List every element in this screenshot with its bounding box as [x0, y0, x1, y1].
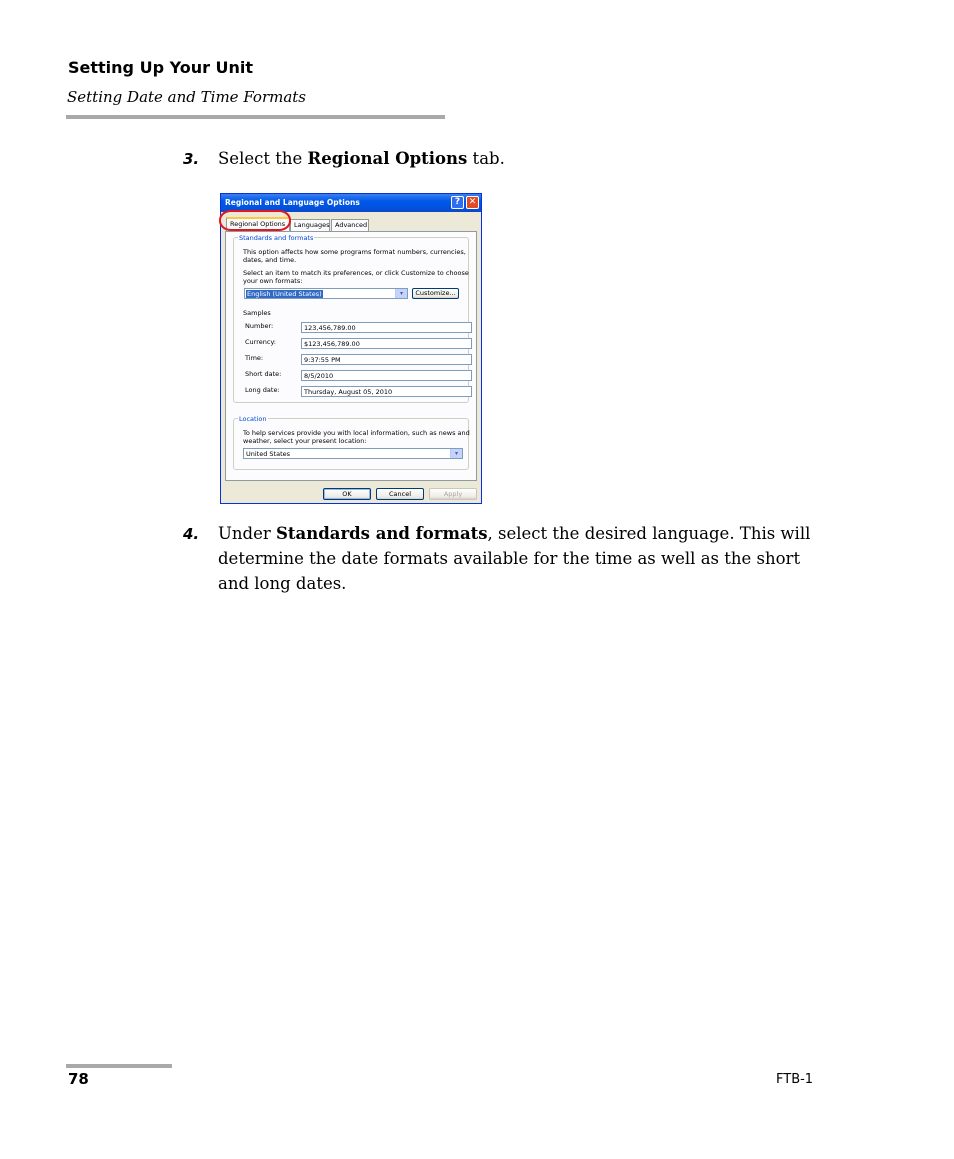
- sample-long-date-field: [301, 386, 472, 397]
- sample-long-date-value: Thursday, August 05, 2010: [304, 388, 393, 396]
- select-desc-1: Select an item to match its preferences, or click Customize to choose: [243, 269, 469, 277]
- chevron-down-icon[interactable]: ▾: [395, 289, 407, 298]
- close-icon[interactable]: ✕: [466, 196, 479, 209]
- sample-short-date-value: 8/5/2010: [304, 372, 334, 380]
- tab-regional-options[interactable]: Regional Options: [226, 217, 290, 231]
- location-group: [233, 415, 470, 470]
- sample-currency-field: [301, 338, 472, 349]
- location-desc-1: To help services provide you with local information, such as news and: [243, 429, 470, 437]
- cancel-button[interactable]: Cancel: [376, 488, 424, 500]
- standards-desc-1: This option affects how some programs format numbers, currencies,: [243, 248, 466, 256]
- regional-options-dialog: [220, 193, 482, 504]
- location-select[interactable]: [243, 448, 463, 459]
- sample-currency-value: $123,456,789.00: [304, 340, 360, 348]
- help-icon[interactable]: ?: [451, 196, 464, 209]
- product-name: FTB-1: [776, 1072, 814, 1087]
- sample-currency-label: Currency:: [245, 338, 277, 346]
- language-select[interactable]: [244, 288, 408, 299]
- step-3-prefix: Select the: [218, 149, 308, 168]
- sample-number-label: Number:: [245, 322, 274, 330]
- chevron-down-icon[interactable]: ▾: [450, 449, 462, 458]
- sample-number-value: 123,456,789.00: [304, 324, 356, 332]
- sample-time-value: 9:37:55 PM: [304, 356, 341, 364]
- section-title: Setting Up Your Unit: [68, 58, 254, 77]
- step-4-text: [218, 521, 818, 596]
- sample-number-field: [301, 322, 472, 333]
- customize-button[interactable]: Customize...: [412, 288, 459, 299]
- step-3-suffix: tab.: [467, 149, 505, 168]
- apply-button[interactable]: Apply: [429, 488, 477, 500]
- page-number: 78: [68, 1070, 89, 1088]
- header-rule: [66, 115, 445, 119]
- ok-button[interactable]: OK: [323, 488, 371, 500]
- step-3-text: [218, 146, 505, 171]
- tab-pane: [225, 231, 477, 481]
- step-4-bold: Standards and formats: [276, 524, 488, 543]
- step-3-number: 3.: [183, 150, 200, 168]
- footer-rule: [66, 1064, 172, 1068]
- dialog-title: Regional and Language Options: [225, 198, 360, 207]
- location-group-label: Location: [239, 415, 267, 423]
- samples-label: Samples: [243, 309, 271, 317]
- tab-advanced[interactable]: Advanced: [331, 219, 369, 231]
- highlight-circle: [219, 210, 291, 231]
- sample-long-date-label: Long date:: [245, 386, 280, 394]
- select-desc-2: your own formats:: [243, 277, 303, 285]
- standards-group-label: Standards and formats: [239, 234, 314, 242]
- tab-languages[interactable]: Languages: [290, 219, 330, 231]
- location-desc-2: weather, select your present location:: [243, 437, 367, 445]
- standards-group: [233, 234, 469, 403]
- step-3-bold: Regional Options: [307, 149, 468, 168]
- language-select-value: English (United States): [247, 290, 322, 298]
- step-4-number: 4.: [183, 525, 200, 543]
- sample-short-date-label: Short date:: [245, 370, 282, 378]
- location-select-value: United States: [246, 450, 291, 458]
- sample-time-label: Time:: [245, 354, 264, 362]
- sample-time-field: [301, 354, 472, 365]
- step-4-prefix: Under: [218, 524, 276, 543]
- sample-short-date-field: [301, 370, 472, 381]
- step-4-suffix: , select the desired language. This will determine the date formats available for the time as well as the short and long dates.: [218, 524, 811, 593]
- standards-desc-2: dates, and time.: [243, 256, 297, 264]
- section-subtitle: Setting Date and Time Formats: [67, 88, 307, 106]
